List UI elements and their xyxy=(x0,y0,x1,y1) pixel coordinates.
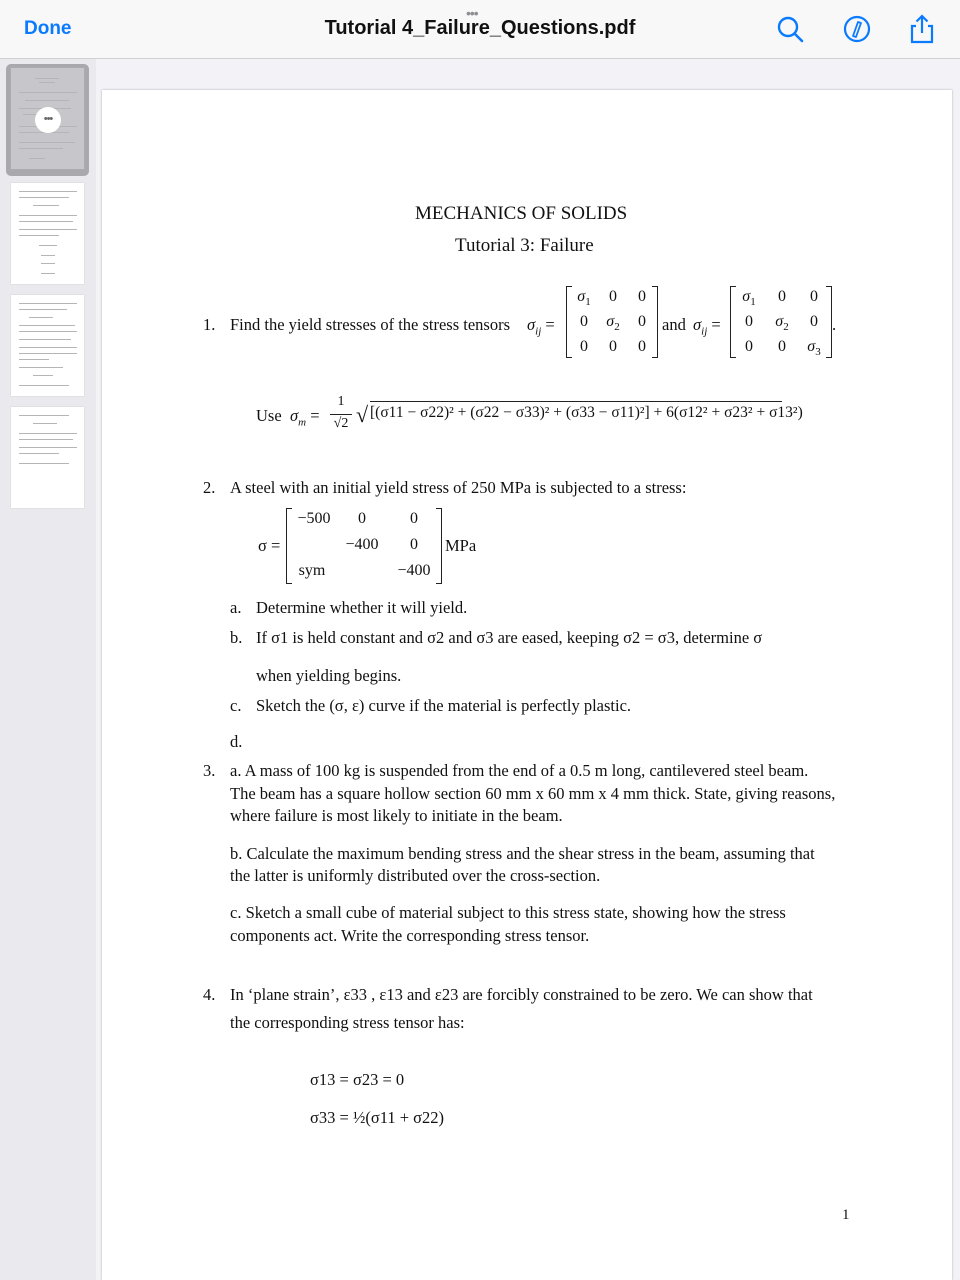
thumbnail-page-4[interactable] xyxy=(11,407,84,508)
toolbar xyxy=(0,0,960,59)
q4-line2: the corresponding stress tensor has: xyxy=(230,1013,465,1032)
q1-sigma-ij-label: $\sigma_{ij}$ = xyxy=(527,315,555,338)
q2-text: A steel with an initial yield stress of 250 MPa is subjected to a stress: xyxy=(230,478,687,497)
page-subheading: Tutorial 3: Failure xyxy=(455,235,594,256)
q1-matrix-2: $\sigma_1$ 0 0 0 $\sigma_2$ 0 0 0 $\sigma_3$ xyxy=(730,286,832,358)
q1-formula: [(σ11 − σ22)² + (σ22 − σ33)² + (σ33 − σ11)²] + 6(σ12² + σ23² + σ13²) xyxy=(370,404,803,421)
q1-sigma-m: $\sigma_m$ = xyxy=(290,406,320,429)
q1-sqrt-sign: √ xyxy=(356,402,369,427)
q2-sigma-label: σ = xyxy=(258,536,281,555)
thumbnail-more-button[interactable]: ••• xyxy=(35,107,61,133)
q2-number: 2. xyxy=(203,478,216,497)
q2-b-text: If σ1 is held constant and σ2 and σ3 are eased, keeping σ2 = σ3, determine σ xyxy=(256,628,763,647)
q1-period: . xyxy=(832,315,837,334)
q3-a-line3: where failure is most likely to initiate in the beam. xyxy=(230,806,563,825)
q2-a-label: a. xyxy=(230,598,242,617)
q2-b-label: b. xyxy=(230,628,243,647)
q3-c-line1: c. Sketch a small cube of material subject to this stress state, showing how the stress xyxy=(230,903,786,922)
q1-frac-num: 1 xyxy=(337,394,345,409)
q2-c-label: c. xyxy=(230,696,242,715)
page-heading: MECHANICS OF SOLIDS xyxy=(415,203,628,224)
pdf-page xyxy=(102,90,952,1280)
q2-b-text-cont: when yielding begins. xyxy=(256,666,402,685)
q1-matrix-1: $\sigma_1$ 0 0 0 $\sigma_2$ 0 0 0 0 xyxy=(566,286,658,358)
q3-a-line1: a. A mass of 100 kg is suspended from the end of a 0.5 m long, cantilevered steel beam. xyxy=(230,761,809,780)
thumbnail-sidebar xyxy=(0,59,96,1280)
q1-and: and xyxy=(662,315,686,334)
document-title: Tutorial 4_Failure_Questions.pdf xyxy=(324,17,636,39)
q3-b-line1: b. Calculate the maximum bending stress and the shear stress in the beam, assuming that xyxy=(230,844,815,863)
q4-number: 4. xyxy=(203,985,216,1004)
done-button[interactable]: Done xyxy=(24,18,72,39)
more-handle[interactable]: ••• xyxy=(466,5,478,21)
q2-d-label: d. xyxy=(230,732,243,751)
q3-a-line2: The beam has a square hollow section 60 mm x 60 mm x 4 mm thick. State, giving reasons, xyxy=(230,784,836,803)
q2-matrix: −500 0 0 −400 0 sym −400 xyxy=(286,508,442,584)
q3-number: 3. xyxy=(203,761,216,780)
thumbnail-page-2[interactable] xyxy=(11,183,84,284)
q2-c-text: Sketch the (σ, ε) curve if the material is perfectly plastic. xyxy=(256,696,632,715)
share-icon[interactable] xyxy=(907,14,937,44)
q2-unit: MPa xyxy=(445,536,477,555)
q1-use: Use xyxy=(256,406,282,425)
q1-text: Find the yield stresses of the stress tensors xyxy=(230,315,511,334)
q1-sigma-ij-label-2: $\sigma_{ij}$ = xyxy=(693,315,721,338)
q2-a-text: Determine whether it will yield. xyxy=(256,598,468,617)
q1-number: 1. xyxy=(203,315,216,334)
q4-line1: In ‘plane strain’, ε33 , ε13 and ε23 are forcibly constrained to be zero. We can show that xyxy=(230,985,813,1004)
markup-icon[interactable] xyxy=(842,14,872,44)
q1-sqrt-bar xyxy=(370,401,782,402)
q4-eq2: σ33 = ½(σ11 + σ22) xyxy=(310,1108,445,1127)
q1-frac-bar xyxy=(330,414,352,415)
search-icon[interactable] xyxy=(775,14,805,44)
q1-frac-den: √2 xyxy=(333,416,349,431)
page-number: 1 xyxy=(842,1207,850,1223)
q3-c-line2: components act. Write the corresponding stress tensor. xyxy=(230,926,590,945)
q4-eq1: σ13 = σ23 = 0 xyxy=(310,1070,405,1089)
thumbnail-page-3[interactable] xyxy=(11,295,84,396)
q3-b-line2: the latter is uniformly distributed over the cross-section. xyxy=(230,866,601,885)
